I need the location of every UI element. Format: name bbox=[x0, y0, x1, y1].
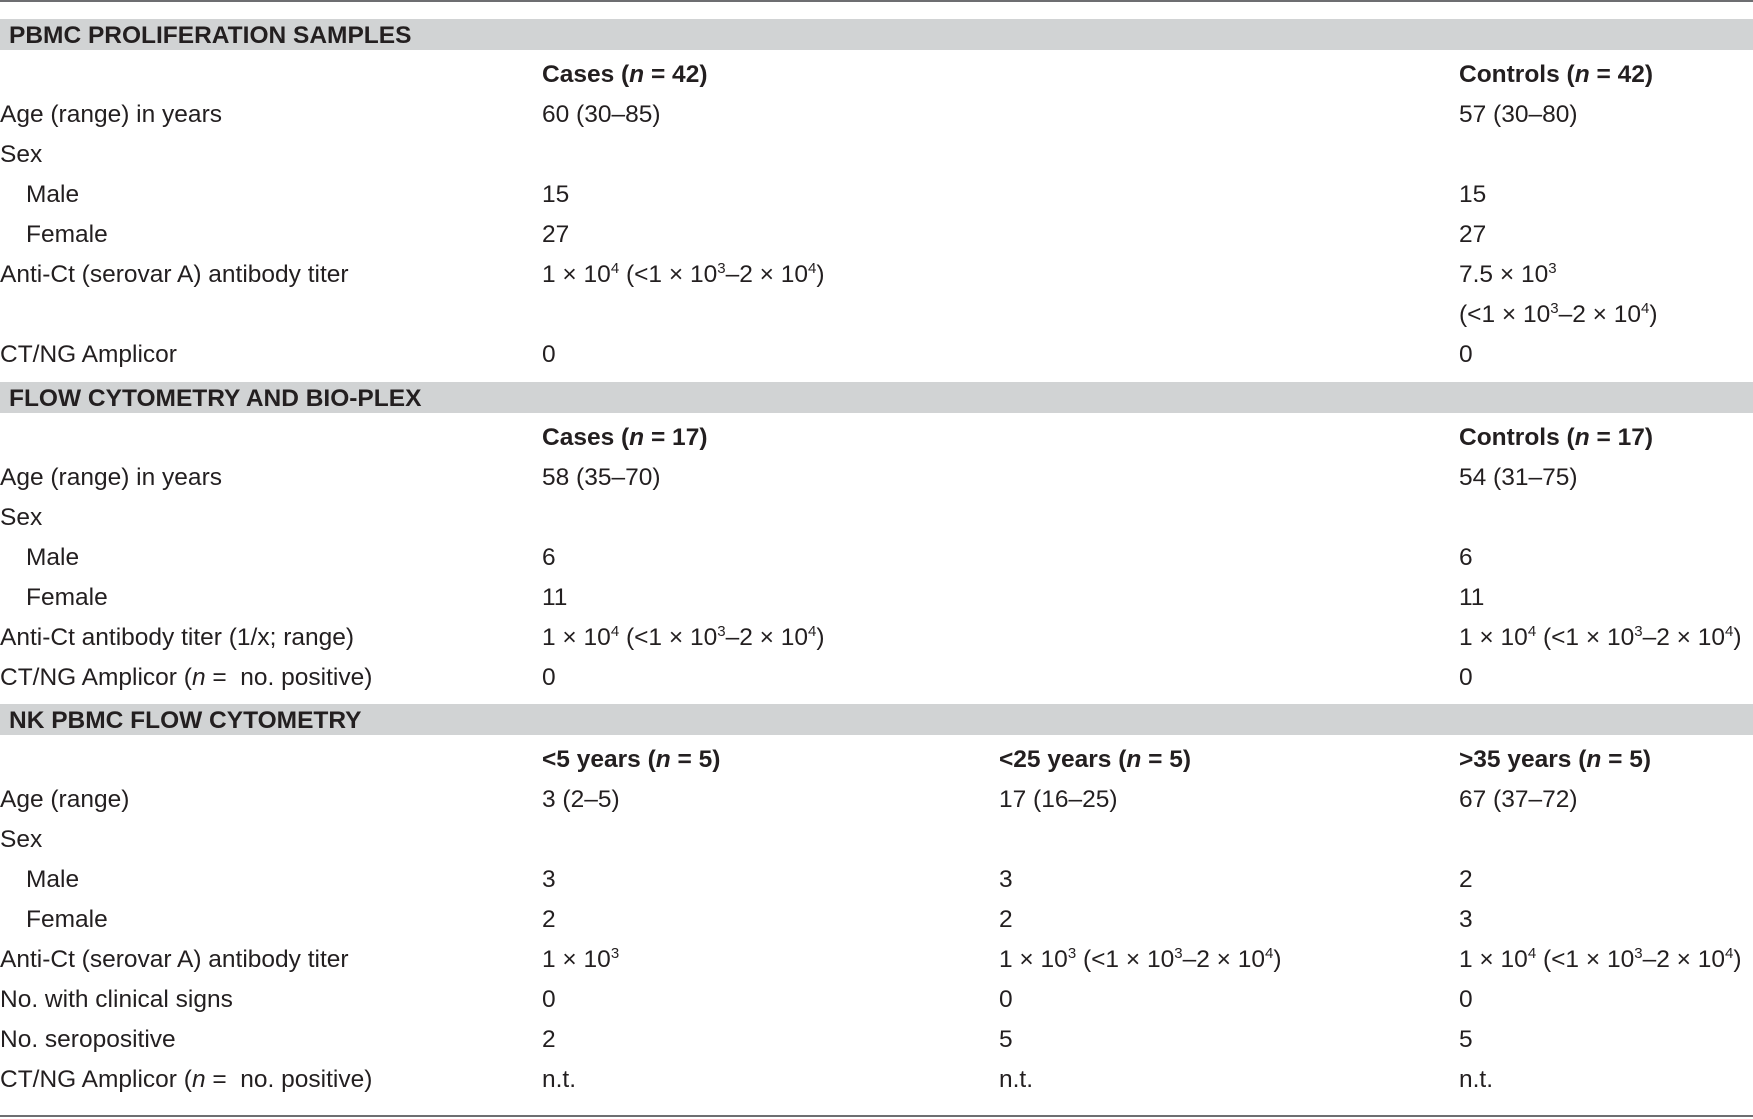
cell-value: 11 bbox=[542, 584, 568, 611]
cell-value: 2 bbox=[542, 906, 556, 933]
cell-value: 0 bbox=[1459, 341, 1473, 368]
cell-value: 27 bbox=[1459, 221, 1487, 248]
column-header-controls: Controls (n = 17) bbox=[1459, 424, 1653, 451]
column-header-row bbox=[0, 740, 1753, 780]
row-label: Sex bbox=[0, 504, 43, 531]
table-row bbox=[0, 538, 1753, 578]
cell-value: n.t. bbox=[542, 1066, 577, 1093]
row-label: Age (range) in years bbox=[0, 101, 222, 128]
cell-value: $1 \times 10^3$ bbox=[542, 945, 620, 973]
cell-value: 3 bbox=[1459, 906, 1473, 933]
row-label: No. seropositive bbox=[0, 1026, 176, 1053]
section-header-nk-pbmc-flow-cytometry bbox=[0, 704, 1753, 735]
table-row-continuation bbox=[0, 295, 1753, 335]
table-row bbox=[0, 498, 1753, 538]
column-header-under-5: <5 years (n = 5) bbox=[542, 746, 721, 773]
section-title: NK PBMC FLOW CYTOMETRY bbox=[9, 707, 362, 734]
row-label: CT/NG Amplicor bbox=[0, 341, 177, 368]
section-title: FLOW CYTOMETRY AND BIO-PLEX bbox=[9, 385, 422, 412]
cell-value: 57 (30–80) bbox=[1459, 101, 1578, 128]
column-header-controls: Controls (n = 42) bbox=[1459, 61, 1653, 88]
table-row bbox=[0, 780, 1753, 820]
row-label: CT/NG Amplicor (n = no. positive) bbox=[0, 664, 373, 691]
cell-value: 0 bbox=[1459, 664, 1473, 691]
row-label: Female bbox=[26, 584, 108, 611]
cell-value: 11 bbox=[1459, 584, 1485, 611]
table-row bbox=[0, 658, 1753, 698]
cell-value: 5 bbox=[999, 1026, 1013, 1053]
cell-value: 15 bbox=[542, 181, 570, 208]
column-header-cases: Cases (n = 17) bbox=[542, 424, 708, 451]
cell-value: 54 (31–75) bbox=[1459, 464, 1578, 491]
table-row bbox=[0, 215, 1753, 255]
cell-value: 0 bbox=[1459, 986, 1473, 1013]
table-row bbox=[0, 1020, 1753, 1060]
cell-value: 3 bbox=[999, 866, 1013, 893]
row-label: Male bbox=[26, 544, 80, 571]
cell-value: 6 bbox=[542, 544, 556, 571]
cell-value: 2 bbox=[1459, 866, 1473, 893]
cell-value: 60 (30–85) bbox=[542, 101, 661, 128]
table-row bbox=[0, 255, 1753, 295]
table-row bbox=[0, 578, 1753, 618]
cell-value: 58 (35–70) bbox=[542, 464, 661, 491]
cell-value: $1 \times 10^3$ $(<1 \times 10^3-2 \times 10^4)$ bbox=[999, 945, 1282, 973]
column-header-over-35: >35 years (n = 5) bbox=[1459, 746, 1652, 773]
table-row bbox=[0, 940, 1753, 980]
row-label: Female bbox=[26, 221, 108, 248]
row-label: No. with clinical signs bbox=[0, 986, 233, 1013]
row-label: Age (range) bbox=[0, 786, 130, 813]
cell-value: 15 bbox=[1459, 181, 1487, 208]
cell-value: 0 bbox=[542, 664, 556, 691]
section-title: PBMC PROLIFERATION SAMPLES bbox=[9, 22, 412, 49]
table-row bbox=[0, 95, 1753, 135]
table-row bbox=[0, 618, 1753, 658]
table-row bbox=[0, 175, 1753, 215]
cell-value: 3 (2–5) bbox=[542, 786, 620, 813]
column-header-cases: Cases (n = 42) bbox=[542, 61, 708, 88]
table-top-rule bbox=[0, 0, 1753, 2]
cell-value: 0 bbox=[999, 986, 1013, 1013]
column-header-row bbox=[0, 418, 1753, 458]
cell-value: $1 \times 10^4$ $(<1 \times 10^3-2 \times 10^4)$ bbox=[1459, 945, 1742, 973]
row-label: Sex bbox=[0, 141, 43, 168]
table-row bbox=[0, 335, 1753, 375]
cell-value: 17 (16–25) bbox=[999, 786, 1118, 813]
row-label: Male bbox=[26, 866, 80, 893]
cell-value: 27 bbox=[542, 221, 570, 248]
section-header-flow-cytometry-bio-plex bbox=[0, 382, 1753, 413]
cell-value: 2 bbox=[999, 906, 1013, 933]
cell-value: $1 \times 10^4$ $(<1 \times 10^3-2 \times 10^4)$ bbox=[1459, 623, 1742, 651]
cell-value: $7.5 \times 10^3$ bbox=[1459, 260, 1557, 288]
row-label: CT/NG Amplicor (n = no. positive) bbox=[0, 1066, 373, 1093]
row-label: Anti-Ct antibody titer (1/x; range) bbox=[0, 624, 355, 651]
cell-value: 5 bbox=[1459, 1026, 1473, 1053]
row-label: Sex bbox=[0, 826, 43, 853]
cell-value: 6 bbox=[1459, 544, 1473, 571]
table-row bbox=[0, 458, 1753, 498]
row-label: Anti-Ct (serovar A) antibody titer bbox=[0, 261, 349, 288]
cell-value: n.t. bbox=[1459, 1066, 1494, 1093]
column-header-row bbox=[0, 55, 1753, 95]
table-bottom-rule bbox=[0, 1115, 1753, 1117]
table-row bbox=[0, 135, 1753, 175]
cell-value: 67 (37–72) bbox=[1459, 786, 1578, 813]
column-header-under-25: <25 years (n = 5) bbox=[999, 746, 1192, 773]
cell-value: 0 bbox=[542, 986, 556, 1013]
cell-value: $(<1 \times 10^3-2 \times 10^4)$ bbox=[1459, 300, 1658, 328]
cell-value: $1 \times 10^4$ $(<1 \times 10^3-2 \times 10^4)$ bbox=[542, 623, 825, 651]
section-header-pbmc-proliferation bbox=[0, 19, 1753, 50]
row-label: Anti-Ct (serovar A) antibody titer bbox=[0, 946, 349, 973]
row-label: Age (range) in years bbox=[0, 464, 222, 491]
cell-value: 3 bbox=[542, 866, 556, 893]
cell-value: $1 \times 10^4$ $(<1 \times 10^3-2 \times 10^4)$ bbox=[542, 260, 825, 288]
cell-value: 2 bbox=[542, 1026, 556, 1053]
cell-value: n.t. bbox=[999, 1066, 1034, 1093]
row-label: Female bbox=[26, 906, 108, 933]
table-row bbox=[0, 980, 1753, 1020]
cell-value: 0 bbox=[542, 341, 556, 368]
table-row bbox=[0, 900, 1753, 940]
table-row bbox=[0, 1060, 1753, 1100]
table-row bbox=[0, 820, 1753, 860]
row-label: Male bbox=[26, 181, 80, 208]
table-row bbox=[0, 860, 1753, 900]
